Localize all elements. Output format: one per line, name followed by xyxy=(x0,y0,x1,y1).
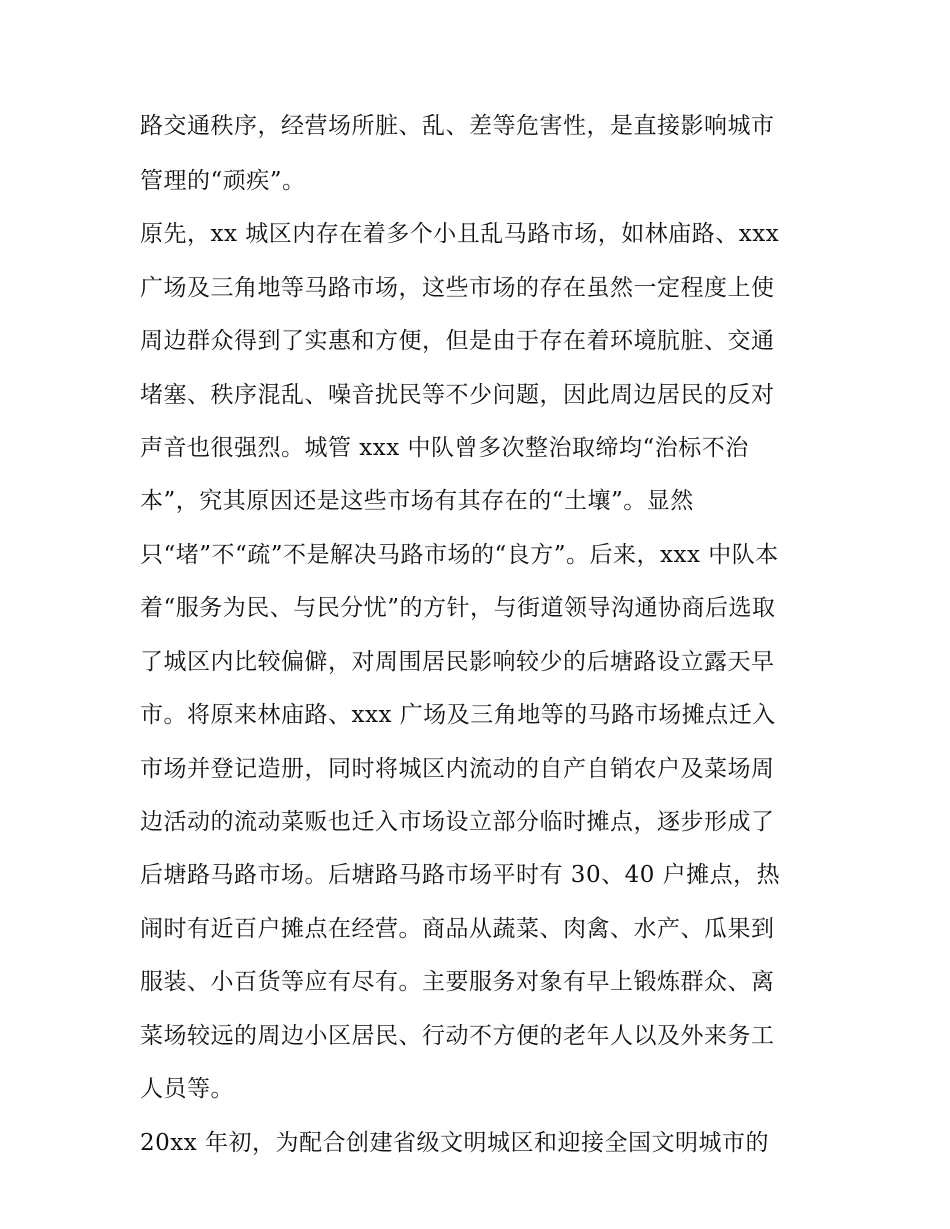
text-line: 原先，xx 城区内存在着多个小且乱马路市场，如林庙路、xxx xyxy=(140,221,780,247)
text-line: 边活动的流动菜贩也迁入市场设立部分临时摊点，逐步形成了 xyxy=(140,809,775,835)
text-line: 市场并登记造册，同时将城区内流动的自产自销农户及菜场周 xyxy=(140,756,775,782)
text-line: 服装、小百货等应有尽有。主要服务对象有早上锻炼群众、离 xyxy=(140,969,775,995)
text-line: 只“堵”不“疏”不是解决马路市场的“良方”。后来，xxx 中队本 xyxy=(140,542,779,568)
text-line: 着“服务为民、与民分忧”的方针，与街道领导沟通协商后选取 xyxy=(140,595,776,621)
text-line: 市。将原来林庙路、xxx 广场及三角地等的马路市场摊点迁入 xyxy=(140,702,776,728)
text-line: 路交通秩序，经营场所脏、乱、差等危害性，是直接影响城市 xyxy=(140,113,775,139)
text-line: 后塘路马路市场。后塘路马路市场平时有 30、40 户摊点，热 xyxy=(140,862,781,888)
text-line: 20xx 年初，为配合创建省级文明城区和迎接全国文明城市的 xyxy=(140,1130,770,1156)
text-line: 管理的“顽疾”。 xyxy=(140,168,306,194)
text-line: 声音也很强烈。城管 xxx 中队曾多次整治取缔均“治标不治 xyxy=(140,435,749,461)
text-line: 广场及三角地等马路市场，这些市场的存在虽然一定程度上使 xyxy=(140,275,775,301)
text-line: 堵塞、秩序混乱、噪音扰民等不少问题，因此周边居民的反对 xyxy=(140,382,775,408)
text-line: 周边群众得到了实惠和方便，但是由于存在着环境肮脏、交通 xyxy=(140,328,775,354)
text-line: 闹时有近百户摊点在经营。商品从蔬菜、肉禽、水产、瓜果到 xyxy=(140,916,775,942)
text-line: 本”，究其原因还是这些市场有其存在的“土壤”。显然 xyxy=(140,488,694,514)
text-line: 人员等。 xyxy=(140,1076,234,1102)
text-line: 菜场较远的周边小区居民、行动不方便的老年人以及外来务工 xyxy=(140,1023,775,1049)
text-line: 了城区内比较偏僻，对周围居民影响较少的后塘路设立露天早 xyxy=(140,649,775,675)
